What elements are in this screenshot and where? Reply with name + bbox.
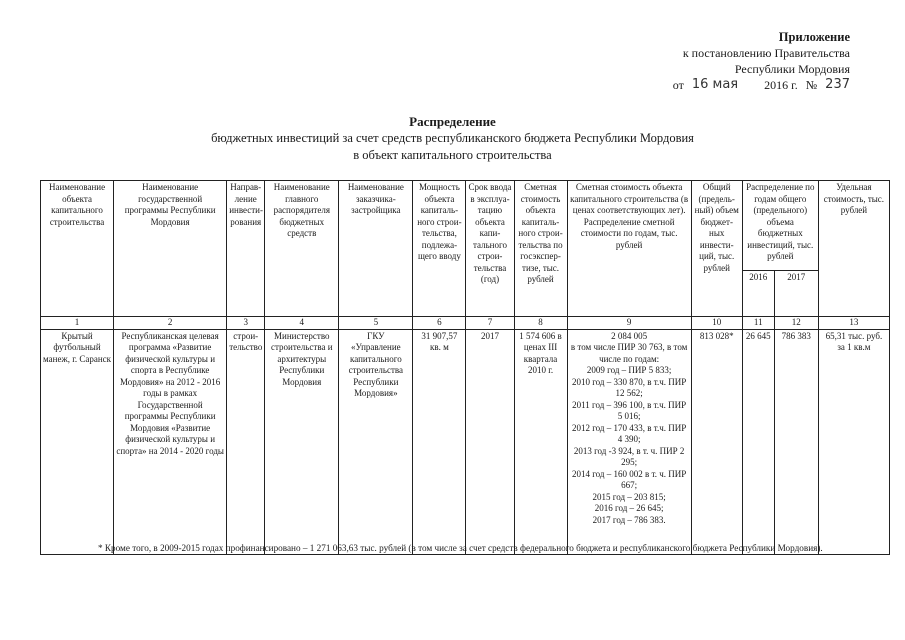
date-prefix: от [672, 78, 684, 92]
handwritten-date: 16 мая [691, 77, 739, 92]
appendix-date-line [590, 77, 850, 93]
header-total-investment: Общий (предель-ный) объем бюджет-ных инвести-ций, тыс. рублей [691, 181, 742, 317]
heading-line-2: в объект капитального строительства [353, 148, 552, 162]
appendix-line-2: Республики Мордовия [734, 62, 850, 76]
cell-total-investment: 813 028* [691, 329, 742, 554]
handwritten-number: 237 [825, 77, 850, 92]
col-number: 11 [742, 317, 774, 330]
cell-capacity: 31 907,57 кв. м [413, 329, 466, 554]
footnote: * Кроме того, в 2009-2015 годах профинансировано – 1 271 063,63 тыс. рублей (в том числе за счет средств федерального бюджета и республиканского бюджета Республики Мордовия). [98, 543, 823, 553]
header-estimate-by-years: Сметная стоимость объекта капитального строительства (в ценах соответствующих лет). Распределение сметной стоимости по годам, тыс. рублей [567, 181, 691, 317]
header-year-2017: 2017 [774, 271, 818, 317]
header-year-2016: 2016 [742, 271, 774, 317]
col-number: 10 [691, 317, 742, 330]
col-number: 6 [413, 317, 466, 330]
header-row [41, 181, 890, 271]
col-number: 13 [818, 317, 889, 330]
appendix-title: Приложение [778, 30, 850, 44]
header-unit-cost: Удельная стоимость, тыс. рублей [818, 181, 889, 317]
document-heading [100, 113, 805, 164]
appendix-line-1: к постановлению Правительства [682, 46, 850, 60]
header-capacity: Мощность объекта капиталь-ного строи-тельства, подлежа-щего вводу [413, 181, 466, 317]
cell-manager: Министерство строительства и архитектуры Республики Мордовия [265, 329, 339, 554]
cell-object-name: Крытый футбольный манеж, г. Саранск [41, 329, 114, 554]
cell-estimate-by-years: 2 084 005 в том числе ПИР 30 763, в том числе по годам: 2009 год – ПИР 5 833; 2010 год – 330 870, в т.ч. ПИР 12 562; 2011 год – 396 100, в т.ч. ПИР 5 016; 2012 год – 170 433, в т.ч. ПИР 4 390; 2013 год -3 924, в т. ч. ПИР 2 295; 2014 год – 160 002 в т. ч. ПИР 667; 2015 год – 203 815; 2016 год – 26 645; 2017 год – 786 383. [567, 329, 691, 554]
col-number: 7 [466, 317, 514, 330]
col-number: 4 [265, 317, 339, 330]
header-manager: Наименование главного распорядителя бюджетных средств [265, 181, 339, 317]
header-distribution: Распределение по годам общего (предельного) объема бюджетных инвестиций, тыс. рублей [742, 181, 818, 271]
cell-2017: 786 383 [774, 329, 818, 554]
header-object-name: Наименование объекта капитального строительства [41, 181, 114, 317]
date-year: 2016 г. [764, 78, 798, 92]
col-number: 5 [339, 317, 413, 330]
header-commissioning: Срок ввода в эксплуа-тацию объекта капи-тального строи-тельства (год) [466, 181, 514, 317]
header-program: Наименование государственной программы Республики Мордовия [114, 181, 227, 317]
col-number: 12 [774, 317, 818, 330]
col-number: 9 [567, 317, 691, 330]
heading-title: Распределение [409, 114, 496, 129]
header-customer: Наименование заказчика-застройщика [339, 181, 413, 317]
number-prefix: № [805, 78, 818, 92]
cell-commissioning: 2017 [466, 329, 514, 554]
table-row [41, 329, 890, 554]
heading-line-1: бюджетных инвестиций за счет средств республиканского бюджета Республики Мордовия [211, 131, 694, 145]
col-number: 8 [514, 317, 567, 330]
column-numbers-row [41, 317, 890, 330]
appendix-block [590, 29, 850, 93]
cell-unit-cost: 65,31 тыс. руб. за 1 кв.м [818, 329, 889, 554]
col-number: 1 [41, 317, 114, 330]
col-number: 3 [227, 317, 265, 330]
cell-estimate-expertise: 1 574 606 в ценах III квартала 2010 г. [514, 329, 567, 554]
header-direction: Направ-ление инвести-рования [227, 181, 265, 317]
cell-2016: 26 645 [742, 329, 774, 554]
cell-program: Республиканская целевая программа «Развитие физической культуры и спорта в Республике Мордовия» на 2012 - 2016 годы в рамках Государственной программы Республики Мордовия «Развитие физической культуры и спорта» на 2014 - 2020 годы [114, 329, 227, 554]
cell-direction: строи-тельство [227, 329, 265, 554]
cell-customer: ГКУ «Управление капитального строительства Республики Мордовия» [339, 329, 413, 554]
investment-table [40, 180, 890, 555]
col-number: 2 [114, 317, 227, 330]
header-estimate-expertise: Сметная стоимость объекта капиталь-ного строи-тельства по госэкспер-тизе, тыс. рублей [514, 181, 567, 317]
